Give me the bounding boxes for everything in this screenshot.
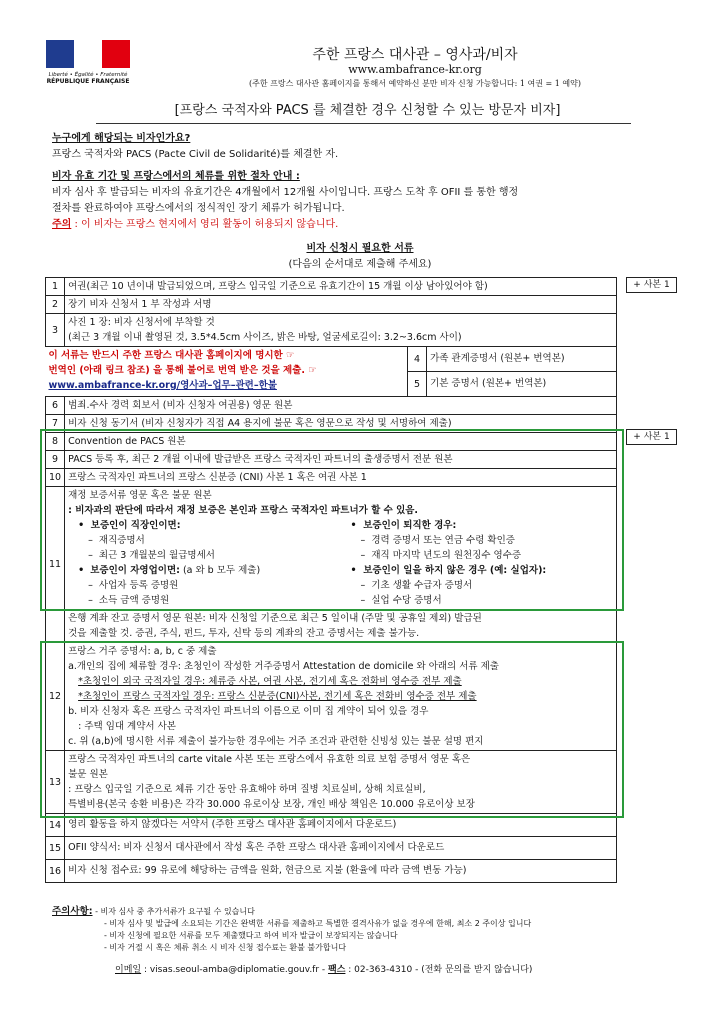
table-row bbox=[46, 314, 617, 347]
guarantor-unemployed: • 보증인이 일을 하지 않은 경우 (예: 실업자): bbox=[350, 565, 547, 576]
dash-icon: – bbox=[360, 550, 366, 561]
row-number: 2 bbox=[46, 296, 65, 314]
guarantor-self-employed: • 보증인이 자영업이면: (a 와 b 모두 제출) bbox=[78, 565, 261, 576]
intro-warning bbox=[52, 215, 338, 230]
guarantor-columns bbox=[68, 518, 613, 608]
dash-icon: – bbox=[360, 535, 366, 546]
residence-proof: 프랑스 거주 증명서: a, b, c 중 제출 a.개인의 집에 체류할 경우: 초청인이 작성한 거주증명서 Attestation de domicile 와 아래의 서류 제출 *초청인이 외국 국적자일 경우: 체류증 사본, 여권 사본, 전기세 혹은 전화비 영수증 전부 제출 *초청인이 프랑스 국적자일 경우: 프랑스 신분증(CNI)사본, 전기세 혹은 전화비 영수증 전부 제출 b. 비자 신청자 혹은 프랑스 국적자인 파트너의 이름으로 이미 집 계약이 되어 있을 경우 : 주택 임대 계약서 사본 c. 위 (a,b)에 명시한 서류 제출이 불가능한 경우에는 거주 조건과 관련한 신빙성 있는 불문 설명 편지 bbox=[65, 643, 617, 751]
row-number: 1 bbox=[46, 278, 65, 296]
dash-icon: – bbox=[360, 580, 366, 591]
fax-label: 팩스 bbox=[328, 965, 346, 975]
contact-line: 이메일 : visas.seoul-amba@diplomatie.gouv.fr - 팩스 : 02-363-4310 - (전화 문의를 받지 않습니다) bbox=[115, 965, 533, 975]
docs-subheading: (다음의 순서대로 제출해 주세요) bbox=[288, 259, 432, 270]
finance-line-1: 재정 보증서류 영문 혹은 불문 원본 bbox=[68, 490, 212, 501]
pointing-hand-icon: ☞ bbox=[308, 365, 317, 376]
table-row bbox=[46, 837, 617, 860]
table-row bbox=[46, 487, 617, 610]
financial-guarantee bbox=[65, 487, 617, 610]
note-2: - 비자 심사 및 발급에 소요되는 기간은 완벽한 서류를 제출하고 특별한 결격사유가 없을 경우에 한해, 최소 2 주이상 입니다 bbox=[104, 919, 532, 928]
row-number: 7 bbox=[46, 415, 65, 433]
row-text: 프랑스 국적자인 파트너의 프랑스 신분증 (CNI) 사본 1 혹은 여권 사본 1 bbox=[65, 469, 617, 487]
row-number: 15 bbox=[46, 837, 65, 860]
translation-note bbox=[46, 347, 408, 397]
finance-line-2: : 비자과의 판단에 따라서 재정 보증은 본인과 프랑스 국적자인 파트너가 할 수 있음. bbox=[68, 505, 419, 516]
header-note: (주한 프랑스 대사관 홈페이지를 통해서 예약하신 분만 비자 신청 가능합니다: 1 여권 = 1 예약) bbox=[249, 79, 581, 88]
row-text: 비자 신청 동기서 (비자 신청자가 직접 A4 용지에 불문 혹은 영문으로 작성 및 서명하여 제출) bbox=[65, 415, 617, 433]
bullet-icon: • bbox=[350, 565, 357, 576]
copy-badge-passport: + 사본 1 bbox=[626, 277, 677, 293]
warning-label: 주의 bbox=[52, 219, 72, 230]
table-row bbox=[46, 751, 617, 814]
translation-line-2: 번역인 (아래 링크 참조) 을 통해 불어로 번역 받은 것을 제출. bbox=[48, 365, 305, 376]
row-number: 14 bbox=[46, 814, 65, 837]
row-text: 영리 활동을 하지 않겠다는 서약서 (주한 프랑스 대사관 홈페이지에서 다운로드) bbox=[65, 814, 617, 837]
dash-icon: – bbox=[88, 550, 93, 561]
email-address[interactable]: : visas.seoul-amba@diplomatie.gouv.fr bbox=[141, 965, 320, 975]
row-text: 비자 신청 접수료: 99 유로에 해당하는 금액을 원화, 현금으로 지불 (환율에 따라 금액 변동 가능) bbox=[65, 860, 617, 883]
dash-icon: – bbox=[88, 595, 93, 606]
warning-text: : 이 비자는 프랑스 현지에서 영리 활동이 허용되지 않습니다. bbox=[71, 219, 339, 230]
row-text: OFII 양식서: 비자 신청서 대사관에서 작성 혹은 주한 프랑스 대사관 홈페이지에서 다운로드 bbox=[65, 837, 617, 860]
row-text bbox=[65, 314, 617, 347]
table-row bbox=[46, 397, 617, 415]
note-1: - 비자 심사 중 추가서류가 요구될 수 있습니다 bbox=[95, 907, 255, 916]
copy-badge-pacs: + 사본 1 bbox=[626, 429, 677, 445]
table-row bbox=[46, 278, 617, 296]
translation-link[interactable]: www.ambafrance-kr.org/영사과–업무–관련–한불 bbox=[48, 380, 277, 391]
row-number: 11 bbox=[46, 487, 65, 643]
note-4: - 비자 거절 시 혹은 체류 취소 시 비자 신청 접수료는 환불 불가합니다 bbox=[104, 943, 347, 952]
documents-table bbox=[45, 277, 617, 883]
table-row bbox=[46, 347, 617, 372]
notes-label: 주의사항: bbox=[52, 906, 93, 917]
guarantor-employee: • 보증인이 직장인이면: bbox=[78, 520, 181, 531]
bank-statement: 은행 계좌 잔고 증명서 영문 원본: 비자 신청일 기준으로 최근 5 일이내 (주말 및 공휴일 제외) 발급된 것을 제출할 것. 증권, 주식, 펀드, 투자, 신탁 등의 계좌의 잔고 증명서는 제출 불가능. bbox=[65, 610, 617, 643]
guarantor-left: • 보증인이 직장인이면: – 재직증명서 – 최근 3 개월분의 월급명세서 • 보증인이 자영업이면: (a 와 b 모두 제출) – 사업자 등록 증명원 – 소득 금액 증명원 bbox=[68, 518, 340, 608]
guarantor-right: • 보증인이 퇴직한 경우: – 경력 증명서 또는 연금 수령 확인증 – 재직 마지막 년도의 원천징수 영수증 • 보증인이 일을 하지 않은 경우 (예: 실업자): – 기초 생활 수급자 증명서 – 실업 수당 증명서 bbox=[341, 518, 613, 608]
table-row bbox=[46, 814, 617, 837]
row-number: 3 bbox=[46, 314, 65, 347]
intro-question-2: 비자 유효 기간 및 프랑스에서의 체류를 위한 절차 안내 : bbox=[52, 171, 300, 182]
contact-note: - (전화 문의를 받지 않습니다) bbox=[412, 965, 533, 975]
note-3: - 비자 신청에 필요한 서류를 모두 제출했다고 하여 비자 발급이 보장되지는 않습니다 bbox=[104, 931, 398, 940]
row-text: 여권(최근 10 년이내 발급되었으며, 프랑스 입국일 기준으로 유효기간이 15 개월 이상 남아있어야 함) bbox=[65, 278, 617, 296]
row-text: Convention de PACS 원본 bbox=[65, 433, 617, 451]
photo-line-2: (최근 3 개월 이내 촬영된 것, 3.5*4.5cm 사이즈, 밝은 바탕, 얼굴세로길이: 3.2~3.6cm 사이) bbox=[68, 332, 462, 343]
table-row bbox=[46, 296, 617, 314]
table-row bbox=[46, 433, 617, 451]
row-number: 6 bbox=[46, 397, 65, 415]
row-number: 4 bbox=[408, 347, 427, 372]
republique-francaise-logo bbox=[42, 40, 134, 85]
intro-question-1: 누구에게 해당되는 비자인가요? bbox=[52, 133, 191, 144]
row-text: 기본 증명서 (원본+ 번역본) bbox=[427, 372, 617, 397]
row-number: 9 bbox=[46, 451, 65, 469]
table-row bbox=[46, 860, 617, 883]
health-insurance: 프랑스 국적자인 파트너의 carte vitale 사본 또는 프랑스에서 유효한 의료 보험 증명서 영문 혹은 불문 원본 : 프랑스 입국일 기준으로 체류 기간 동안 유효해야 하며 질병 치료실비, 상해 치료실비, 특별비용(본국 송환 비용)은 각각 30.000 유로이상 보장, 개인 배상 책임은 10.000 유로이상 보장 bbox=[65, 751, 617, 814]
row-number: 8 bbox=[46, 433, 65, 451]
dash-icon: – bbox=[88, 535, 93, 546]
table-row bbox=[46, 469, 617, 487]
header-title: 주한 프랑스 대사관 – 영사과/비자 bbox=[312, 47, 518, 63]
row-number: 16 bbox=[46, 860, 65, 883]
dash-icon: – bbox=[360, 595, 366, 606]
intro-answer-2a: 비자 심사 후 발급되는 비자의 유효기간은 4개월에서 12개월 사이입니다. 프랑스 도착 후 OFII 를 통한 행정 bbox=[52, 187, 519, 198]
table-row bbox=[46, 643, 617, 751]
table-row bbox=[46, 415, 617, 433]
row-text: 장기 비자 신청서 1 부 작성과 서명 bbox=[65, 296, 617, 314]
row-text: 가족 관계증명서 (원본+ 번역본) bbox=[427, 347, 617, 372]
pointing-hand-icon: ☞ bbox=[286, 350, 295, 361]
bullet-icon: • bbox=[78, 565, 85, 576]
title-divider bbox=[96, 123, 631, 124]
page-title: [프랑스 국적자와 PACS 를 체결한 경우 신청할 수 있는 방문자 비자] bbox=[174, 103, 561, 118]
guarantor-retired: • 보증인이 퇴직한 경우: bbox=[350, 520, 457, 531]
table-row bbox=[46, 610, 617, 643]
bullet-icon: • bbox=[350, 520, 357, 531]
intro-answer-1: 프랑스 국적자와 PACS (Pacte Civil de Solidarité)를 체결한 자. bbox=[52, 149, 339, 160]
french-flag-icon bbox=[46, 40, 130, 68]
row-number: 12 bbox=[46, 643, 65, 751]
docs-heading: 비자 신청시 필요한 서류 bbox=[306, 243, 414, 254]
row-text: PACS 등록 후, 최근 2 개월 이내에 발급받은 프랑스 국적자인 파트너의 출생증명서 전분 원본 bbox=[65, 451, 617, 469]
row-number: 10 bbox=[46, 469, 65, 487]
fax-number: : 02-363-4310 bbox=[345, 965, 413, 975]
row-text: 범죄.수사 경력 회보서 (비자 신청자 여권용) 영문 원본 bbox=[65, 397, 617, 415]
header-website: www.ambafrance-kr.org bbox=[348, 63, 482, 76]
logo-name: RÉPUBLIQUE FRANÇAISE bbox=[46, 78, 130, 85]
email-label: 이메일 bbox=[115, 965, 142, 975]
photo-line-1: 사진 1 장: 비자 신청서에 부착할 것 bbox=[68, 317, 215, 328]
row-number: 5 bbox=[408, 372, 427, 397]
notes-section bbox=[52, 906, 531, 954]
translation-line-1: 이 서류는 반드시 주한 프랑스 대사관 홈페이지에 명시한 bbox=[48, 350, 283, 361]
bullet-icon: • bbox=[78, 520, 85, 531]
dash-icon: – bbox=[88, 580, 93, 591]
row-number: 13 bbox=[46, 751, 65, 814]
logo-motto: Liberté • Égalité • Fraternité bbox=[48, 72, 128, 78]
intro-answer-2b: 절차를 완료하여야 프랑스에서의 정식적인 장기 체류가 허가됩니다. bbox=[52, 203, 345, 214]
table-row bbox=[46, 451, 617, 469]
